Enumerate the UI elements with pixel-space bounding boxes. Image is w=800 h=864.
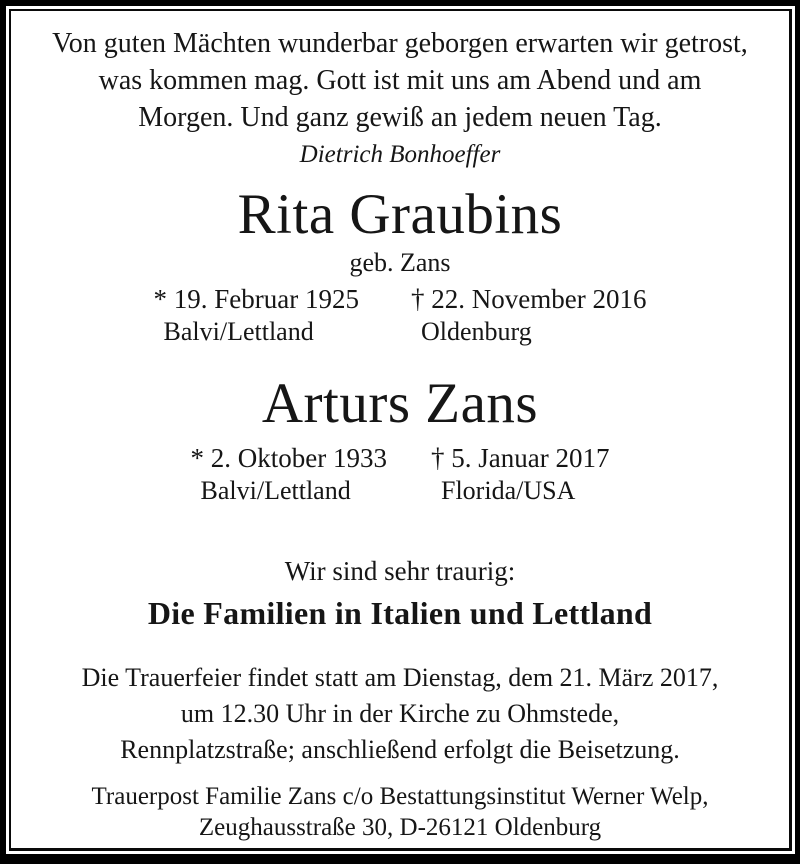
service-line-3: Rennplatzstraße; anschließend erfolgt die Beisetzung. [120,735,680,764]
opening-quote [11,25,789,136]
birth-place: Balvi/Lettland [163,317,314,346]
birth-place: Balvi/Lettland [200,476,351,505]
deceased-section-arturs [11,373,789,506]
contact-line-1: Trauerpost Familie Zans c/o Bestattungsinstitut Werner Welp, [91,783,709,810]
deceased-name: Arturs Zans [261,372,539,435]
death-place: Oldenburg [421,317,532,346]
dates-row [11,443,789,506]
birth-column [191,443,387,506]
birth-column [154,284,359,347]
mourning-intro: Wir sind sehr traurig: [284,556,516,586]
dates-row [11,284,789,347]
birth-date: * 19. Februar 1925 [153,284,359,314]
contact-line-2: Zeughausstraße 30, D-26121 Oldenburg [198,814,602,841]
quote-attribution: Dietrich Bonhoeffer [299,141,501,168]
quote-line-3: Morgen. Und ganz gewiß an jedem neuen Tag. [138,102,662,133]
death-date: † 22. November 2016 [411,284,647,314]
birth-date: * 2. Oktober 1933 [190,443,387,473]
maiden-name: geb. Zans [349,248,451,277]
quote-line-2: was kommen mag. Gott ist mit uns am Abend und am [98,65,702,96]
obituary-content [11,11,789,848]
death-place: Florida/USA [441,476,576,505]
service-line-2: um 12.30 Uhr in der Kirche zu Ohmstede, [180,699,620,728]
deceased-name: Rita Graubins [237,183,563,246]
quote-line-1: Von guten Mächten wunderbar geborgen erwarten wir getrost, [52,28,748,59]
obituary-card [6,6,795,854]
death-column [431,443,609,506]
death-date: † 5. Januar 2017 [431,443,610,473]
mourning-family: Die Familien in Italien und Lettland [147,595,653,631]
condolence-address [11,781,789,843]
deceased-section-rita [11,184,789,347]
mourning-block [11,556,789,630]
inner-frame-border [9,9,792,851]
death-column [411,284,646,347]
service-line-1: Die Trauerfeier findet statt am Dienstag, dem 21. März 2017, [81,663,719,692]
funeral-service-info [11,660,789,768]
